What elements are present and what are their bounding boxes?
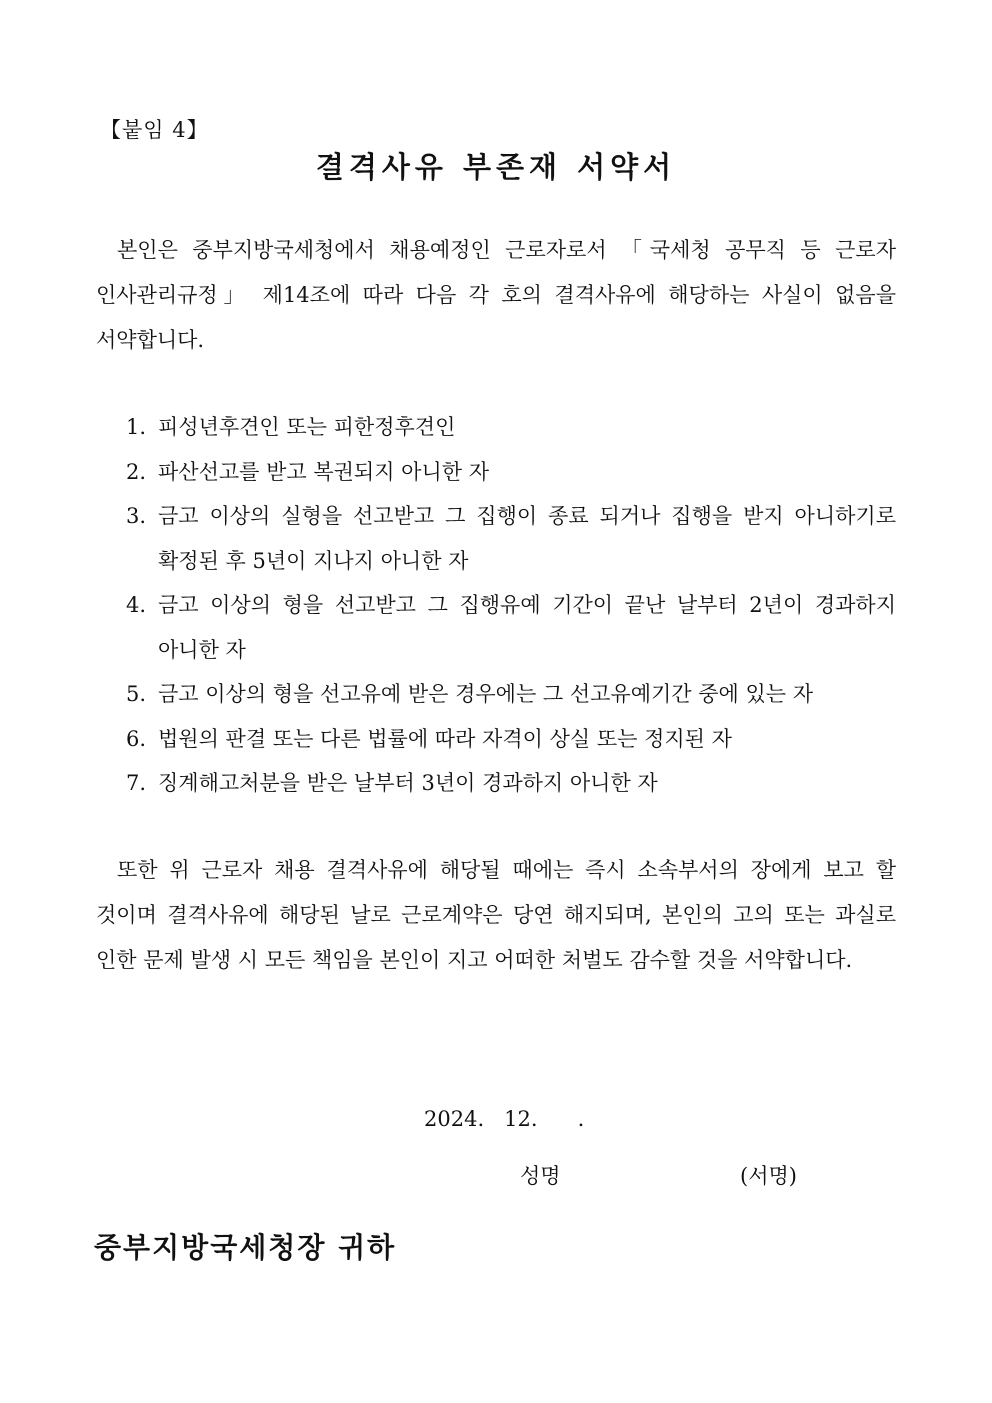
item-number: 6. — [126, 726, 147, 751]
list-item — [126, 672, 896, 717]
list-item — [126, 494, 896, 583]
list-item — [126, 761, 896, 806]
item-text: 징계해고처분을 받은 날부터 3년이 경과하지 아니한 자 — [158, 771, 658, 795]
item-number: 2. — [126, 459, 147, 484]
item-number: 4. — [126, 593, 147, 617]
item-number: 5. — [126, 682, 147, 706]
item-text: 금고 이상의 형을 선고받고 그 집행유예 기간이 끝난 날부터 2년이 경과하지 아니한 자 — [158, 593, 896, 662]
item-text: 파산선고를 받고 복권되지 아니한 자 — [158, 459, 489, 484]
document-title: 결격사유 부존재 서약서 — [315, 150, 677, 184]
list-item — [126, 405, 896, 450]
list-item — [126, 583, 896, 672]
closing-text: 또한 위 근로자 채용 결격사유에 해당될 때에는 즉시 소속부서의 장에게 보고 할 것이며 결격사유에 해당된 날로 근로계약은 당연 해지되며, 본인의 고의 또는 과실로 인한 문제 발생 시 모든 책임을 본인이 지고 어떠한 처벌도 감수할 것을 서약합니다. — [96, 858, 896, 972]
item-text: 법원의 판결 또는 다른 법률에 따라 자격이 상실 또는 정지된 자 — [158, 726, 732, 751]
item-number: 7. — [126, 771, 147, 795]
item-text: 금고 이상의 형을 선고유예 받은 경우에는 그 선고유예기간 중에 있는 자 — [158, 682, 814, 706]
list-item — [126, 717, 896, 762]
addressee: 중부지방국세청장 귀하 — [94, 1231, 397, 1264]
disqualification-list — [126, 405, 896, 806]
date-line: 2024. 12. . — [424, 1107, 585, 1131]
intro-text: 본인은 중부지방국세청에서 채용예정인 근로자로서 「국세청 공무직 등 근로자 인사관리규정」 제14조에 따라 다음 각 호의 결격사유에 해당하는 사실이 없음을 서약합니다. — [96, 238, 896, 352]
item-number: 1. — [126, 415, 147, 439]
signature-label: (서명) — [740, 1164, 797, 1188]
name-label: 성명 — [520, 1164, 561, 1188]
item-text: 피성년후견인 또는 피한정후견인 — [158, 415, 456, 439]
item-number: 3. — [126, 504, 147, 528]
attachment-label: 【붙임 4】 — [100, 118, 209, 142]
intro-paragraph — [96, 228, 896, 363]
item-text: 금고 이상의 실형을 선고받고 그 집행이 종료 되거나 집행을 받지 아니하기로 확정된 후 5년이 지나지 아니한 자 — [158, 504, 896, 573]
closing-paragraph — [96, 848, 896, 983]
list-item — [126, 450, 896, 495]
